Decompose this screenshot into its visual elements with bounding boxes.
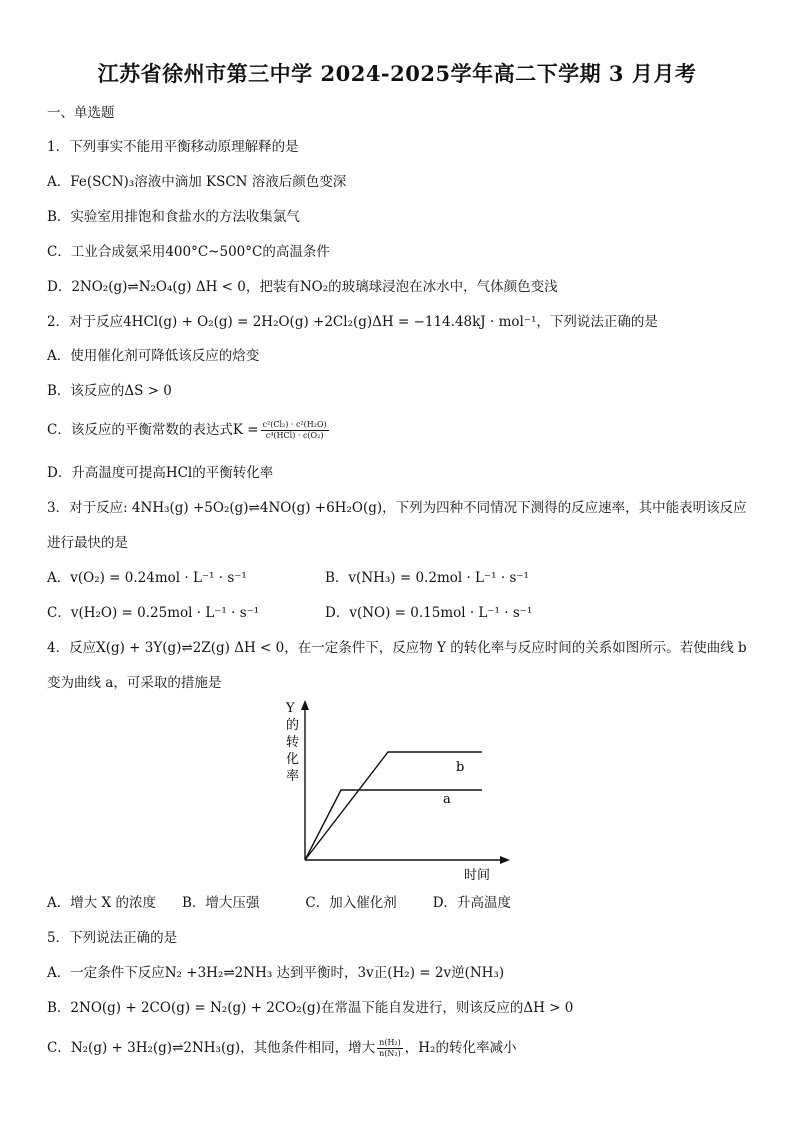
curve-a-label: a xyxy=(443,792,451,807)
q3-stem: 3．对于反应: 4NH₃(g) +5O₂(g)⇌4NO(g) +6H₂O(g)，下列为四种不同情况下测得的反应速率，其中能表明该反应 xyxy=(47,500,747,516)
q4-option-d: D．升高温度 xyxy=(432,895,512,911)
y-axis-arrow xyxy=(301,700,309,710)
q5-option-c xyxy=(47,1038,516,1059)
q3-option-a: A．v(O₂) = 0.24mol · L⁻¹ · s⁻¹ xyxy=(47,570,247,586)
q2-option-c xyxy=(47,420,331,441)
section-heading: 一、单选题 xyxy=(47,105,115,121)
q3-stem-cont: 进行最快的是 xyxy=(47,535,128,551)
q2-option-a: A．使用催化剂可降低该反应的焓变 xyxy=(47,348,260,364)
q1-option-a: A．Fe(SCN)₃溶液中滴加 KSCN 溶液后颜色变深 xyxy=(47,174,347,190)
y-label-4: 化 xyxy=(286,752,300,767)
q2-stem: 2．对于反应4HCl(g) + O₂(g) = 2H₂O(g) +2Cl₂(g)ΔH = −114.48kJ · mol⁻¹，下列说法正确的是 xyxy=(47,314,658,330)
q1-option-c: C．工业合成氨采用400°C~500°C的高温条件 xyxy=(47,244,330,260)
q2-k-denominator: c⁴(HCl) · c(O₂) xyxy=(265,431,324,440)
q4-options xyxy=(47,893,537,913)
q4-stem-cont: 变为曲线 a，可采取的措施是 xyxy=(47,675,222,691)
q2-k-fraction xyxy=(261,420,329,441)
curve-b-label: b xyxy=(456,760,465,775)
q4-option-a: A．增大 X 的浓度 xyxy=(47,895,156,911)
q4-stem: 4．反应X(g) + 3Y(g)⇌2Z(g) ΔH < 0，在一定条件下，反应物 Y 的转化率与反应时间的关系如图所示。若使曲线 b xyxy=(47,640,747,656)
page-title: 江苏省徐州市第三中学 2024-2025学年高二下学期 3 月月考 xyxy=(97,61,697,86)
q5-option-b: B．2NO(g) + 2CO(g) = N₂(g) + 2CO₂(g)在常温下能自发进行，则该反应的ΔH > 0 xyxy=(47,1000,574,1016)
q2-option-c-prefix: C．该反应的平衡常数的表达式K = xyxy=(47,422,259,438)
q5-option-c-suffix: ，H₂的转化率减小 xyxy=(404,1040,517,1056)
conversion-graph xyxy=(278,697,518,887)
q3-option-d: D．v(NO) = 0.15mol · L⁻¹ · s⁻¹ xyxy=(325,605,533,621)
q5-stem: 5．下列说法正确的是 xyxy=(47,930,178,946)
q5-option-a: A．一定条件下反应N₂ +3H₂⇌2NH₃ 达到平衡时，3v正(H₂) = 2v逆(NH₃) xyxy=(47,965,505,981)
q3-option-c: C．v(H₂O) = 0.25mol · L⁻¹ · s⁻¹ xyxy=(47,605,260,621)
q1-option-b: B．实验室用排饱和食盐水的方法收集氯气 xyxy=(47,209,300,225)
q5-ratio-denominator: n(N₂) xyxy=(379,1049,401,1058)
q4-option-b: B．增大压强 xyxy=(181,895,260,911)
q5-ratio-numerator: n(H₂) xyxy=(377,1038,403,1049)
y-label-5: 率 xyxy=(286,769,300,784)
q4-option-c: C．加入催化剂 xyxy=(305,895,397,911)
q2-option-b: B．该反应的ΔS > 0 xyxy=(47,383,172,399)
q3-option-b: B．v(NH₃) = 0.2mol · L⁻¹ · s⁻¹ xyxy=(325,570,529,586)
y-label-2: 的 xyxy=(286,718,300,733)
q2-option-d: D．升高温度可提高HCl的平衡转化率 xyxy=(47,465,274,481)
q5-ratio-fraction xyxy=(377,1038,403,1059)
q1-option-d: D．2NO₂(g)⇌N₂O₄(g) ΔH < 0，把装有NO₂的玻璃球浸泡在冰水中，气体颜色变浅 xyxy=(47,279,558,295)
q2-k-numerator: c²(Cl₂) · c²(H₂O) xyxy=(262,420,327,429)
x-label: 时间 xyxy=(464,868,491,883)
y-label-1: Y xyxy=(286,701,295,716)
q1-stem: 1．下列事实不能用平衡移动原理解释的是 xyxy=(47,139,299,155)
y-label-3: 转 xyxy=(286,735,300,750)
q5-option-c-prefix: C．N₂(g) + 3H₂(g)⇌2NH₃(g)，其他条件相同，增大 xyxy=(47,1040,376,1056)
x-axis-arrow xyxy=(500,856,510,864)
